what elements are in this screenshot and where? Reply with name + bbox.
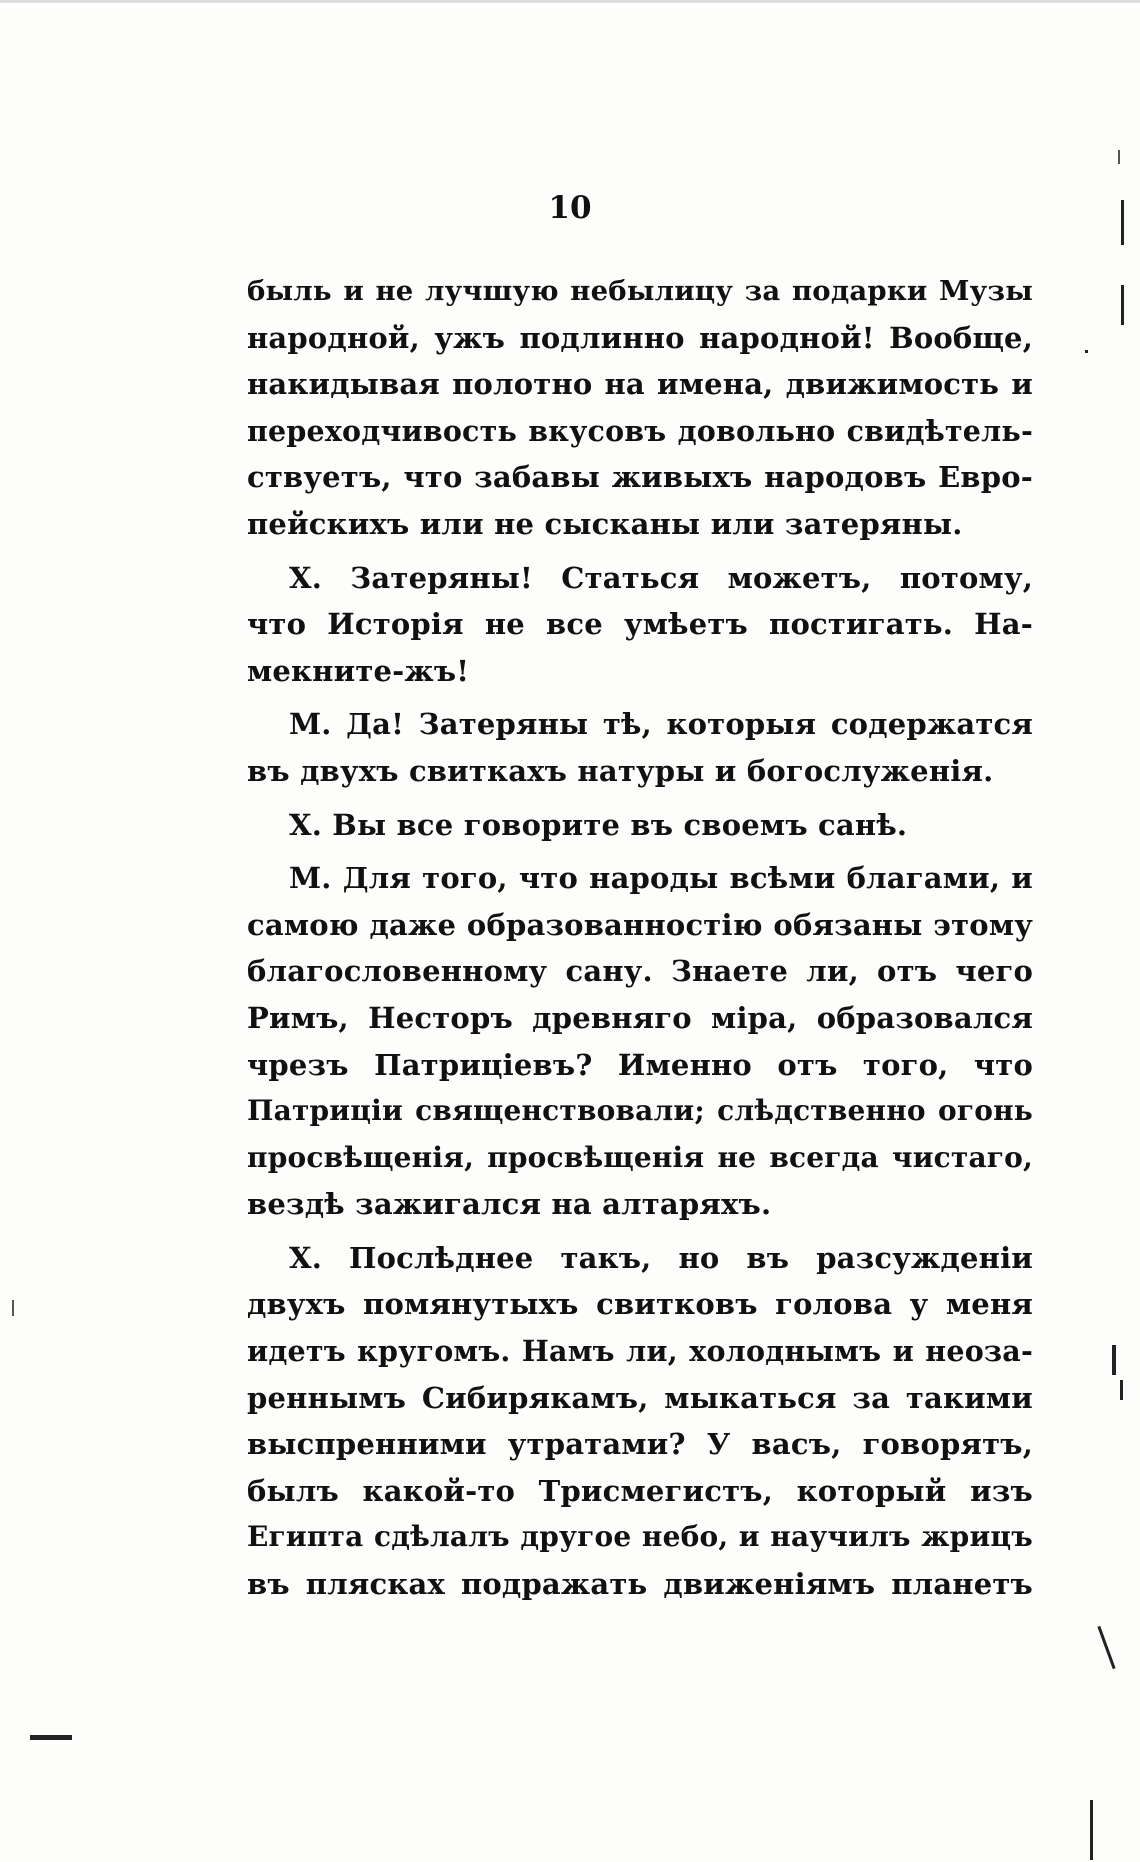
text-line: Х. Вы все говорите въ своемъ санѣ. — [289, 807, 908, 842]
scan-artifact — [1097, 1626, 1115, 1669]
text-line: М. Да! Затеряны тѣ, которыя содержатся — [289, 707, 1033, 742]
text-line: просвѣщенія, просвѣщенія не всегда чистаго, — [247, 1140, 1033, 1174]
scan-artifact — [1121, 285, 1124, 325]
scan-artifact — [12, 1300, 14, 1316]
scan-artifact — [1112, 1345, 1116, 1375]
text-line: М. Для того, что народы всѣми благами, и — [289, 861, 1033, 896]
text-line: Египта сдѣлалъ другое небо, и научилъ жрицъ — [247, 1520, 1033, 1554]
text-line: Римъ, Несторъ древняго міра, образовался — [247, 1000, 1033, 1035]
text-line: Патриціи священствовали; слѣдственно огонь — [247, 1094, 1033, 1128]
scan-edge — [0, 0, 1140, 3]
text-line: что Исторія не все умѣетъ постигать. На- — [247, 607, 1033, 642]
text-line: выспренними утратами? У васъ, говорятъ, — [247, 1427, 1033, 1462]
text-line: народной, ужъ подлинно народной! Вообще, — [247, 320, 1033, 355]
text-line: переходчивость вкусовъ довольно свидѣтель- — [247, 413, 1033, 448]
text-line: въ двухъ свиткахъ натуры и богослуженія. — [247, 753, 994, 788]
scan-artifact — [30, 1735, 72, 1740]
text-line: былъ какой-то Трисмегистъ, который изъ — [247, 1473, 1033, 1508]
text-line: Х. Послѣднее такъ, но въ разсужденіи — [289, 1240, 1033, 1275]
text-line: мекните-жъ! — [247, 653, 470, 688]
scan-artifact — [1121, 200, 1124, 245]
text-line: ствуетъ, что забавы живыхъ народовъ Евро- — [247, 460, 1033, 495]
scan-artifact — [1085, 350, 1088, 353]
text-line: самою даже образованностію обязаны этому — [247, 907, 1033, 942]
page-number: 10 — [548, 190, 592, 226]
text-line: вездѣ зажигался на алтаряхъ. — [247, 1187, 772, 1222]
text-line: чрезъ Патриціевъ? Именно отъ того, что — [247, 1047, 1033, 1082]
text-line: двухъ помянутыхъ свитковъ голова у меня — [247, 1287, 1033, 1322]
text-line: въ плясках подражать движеніямъ планетъ — [247, 1567, 1033, 1602]
text-line: быль и не лучшую небылицу за подарки Музы — [247, 275, 1033, 307]
body-text — [247, 268, 1033, 1608]
scan-artifact — [1090, 1800, 1093, 1860]
text-line: реннымъ Сибирякамъ, мыкаться за такими — [247, 1380, 1033, 1415]
text-line: пейскихъ или не сысканы или затеряны. — [247, 506, 963, 541]
scan-artifact — [1118, 150, 1120, 164]
text-line: накидывая полотно на имена, движимость и — [247, 367, 1033, 402]
scan-artifact — [1120, 1380, 1123, 1400]
text-line: благословенному сану. Знаете ли, отъ чего — [247, 954, 1033, 989]
text-line: идетъ кругомъ. Намъ ли, холоднымъ и неоза- — [247, 1334, 1033, 1369]
text-line: Х. Затеряны! Статься можетъ, потому, — [289, 560, 1033, 595]
